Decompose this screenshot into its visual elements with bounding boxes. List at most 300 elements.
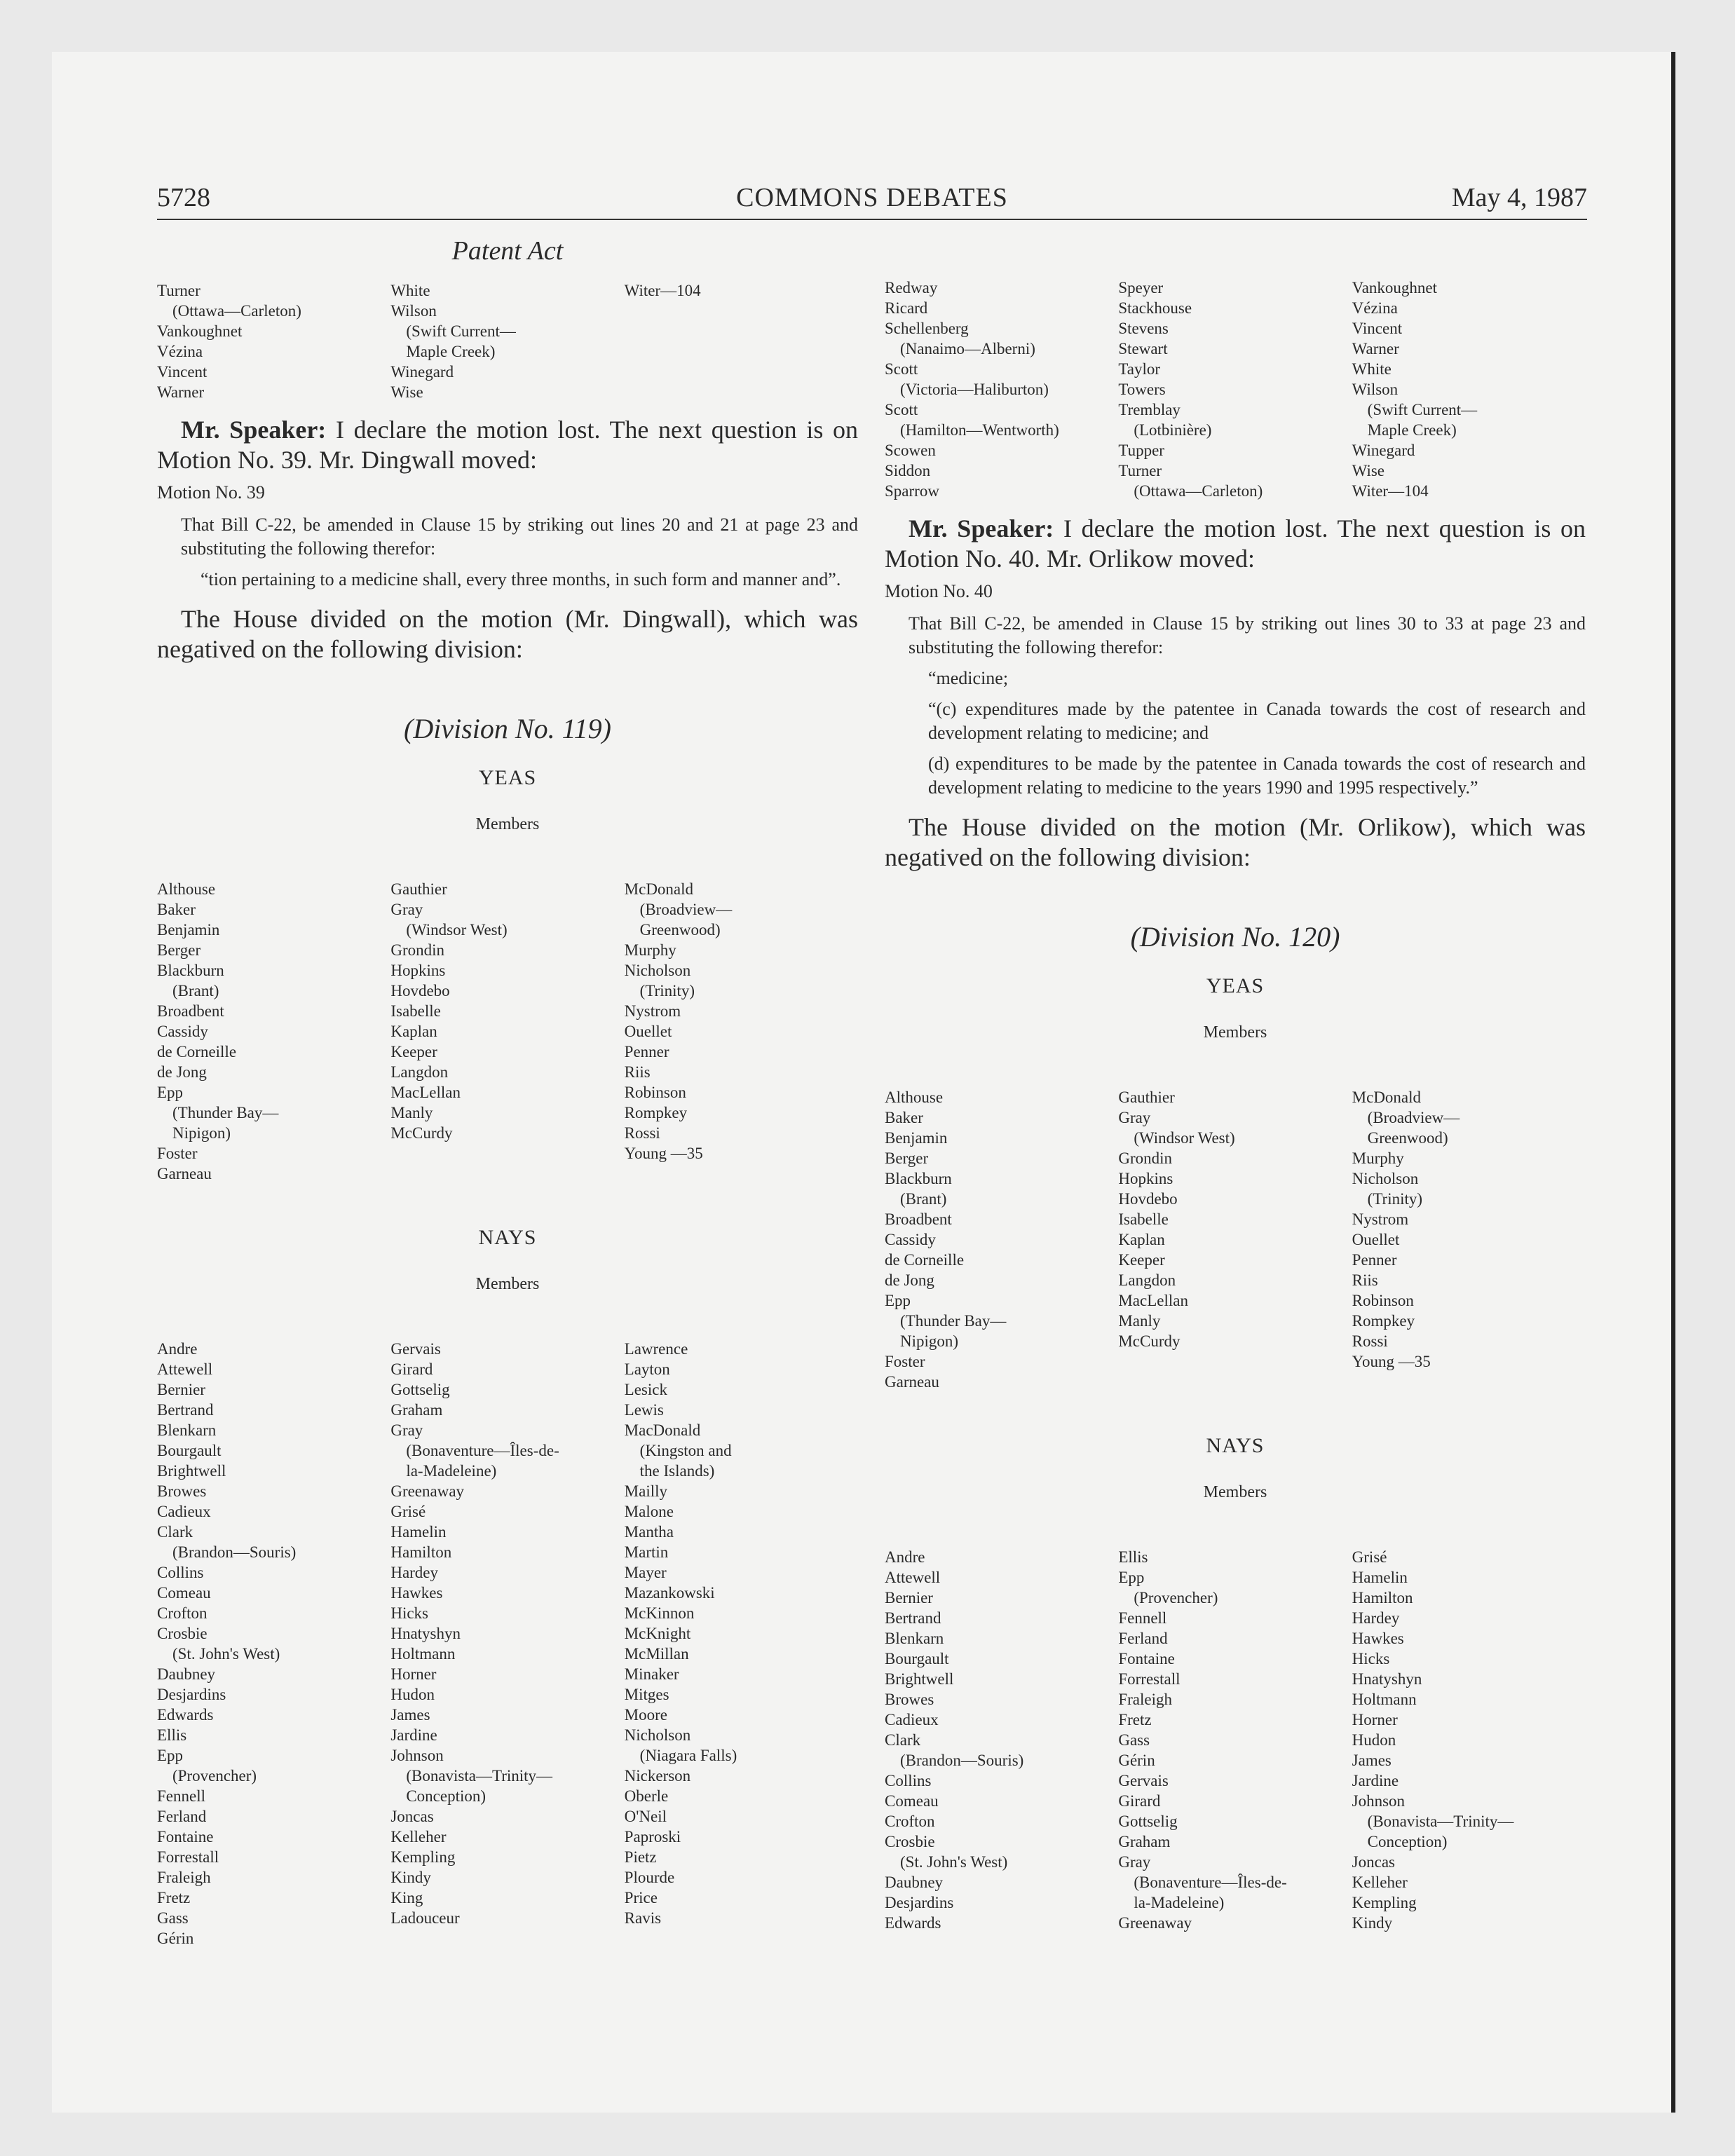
member-name: Nicholson	[1352, 1170, 1419, 1187]
constituency: (Brandon—Souris)	[900, 1752, 1024, 1769]
speaker-statement	[157, 415, 858, 475]
member-name: Vézina	[157, 343, 203, 360]
member-name: Collins	[157, 1564, 204, 1581]
member-name: Layton	[624, 1360, 670, 1378]
member-name: Fennell	[157, 1787, 205, 1805]
member-name: Althouse	[157, 880, 216, 898]
member-name: Bernier	[885, 1589, 933, 1606]
member-name: Grisé	[390, 1503, 426, 1520]
member-name: Rossi	[1352, 1332, 1388, 1350]
member-name: Garneau	[157, 1165, 212, 1182]
member-name: Nickerson	[624, 1767, 691, 1785]
name-column	[1352, 1087, 1586, 1392]
member-name: Ricard	[885, 299, 928, 317]
member-name: Ferland	[1118, 1630, 1168, 1647]
constituency: (Ottawa—Carleton)	[172, 302, 301, 320]
member-name: Comeau	[885, 1792, 939, 1810]
member-name: Manly	[390, 1104, 433, 1121]
constituency: (Victoria—Haliburton)	[900, 381, 1049, 398]
constituency: Greenwood)	[639, 921, 721, 939]
member-name: Edwards	[885, 1914, 941, 1932]
division-title: (Division No. 120)	[1130, 921, 1340, 953]
member-name: White	[390, 282, 430, 299]
member-name: Robinson	[624, 1084, 686, 1101]
member-name: Gottselig	[1118, 1813, 1178, 1830]
member-name: Lesick	[624, 1381, 667, 1398]
member-name: Mantha	[624, 1523, 674, 1541]
constituency: (Bonaventure—Îles-de-	[406, 1442, 559, 1459]
name-column	[625, 879, 858, 1184]
member-name: Broadbent	[157, 1002, 224, 1020]
constituency: Conception)	[406, 1787, 487, 1805]
member-name: Hawkes	[390, 1584, 443, 1602]
member-name: Johnson	[390, 1747, 444, 1764]
member-name: McDonald	[624, 880, 694, 898]
member-name: Lawrence	[624, 1340, 688, 1358]
member-name: Benjamin	[157, 921, 220, 939]
member-name: Gray	[390, 1421, 423, 1439]
name-column	[885, 1547, 1118, 1933]
constituency: (Swift Current—	[1367, 401, 1478, 418]
member-name: Edwards	[157, 1706, 214, 1724]
member-name: Gray	[1118, 1109, 1151, 1126]
member-name: Holtmann	[1352, 1691, 1417, 1708]
member-name: Forrestall	[157, 1848, 219, 1866]
member-name: Ellis	[157, 1726, 187, 1744]
member-name: Andre	[885, 1548, 925, 1566]
member-name: Hovdebo	[1118, 1190, 1178, 1208]
speaker-label: Mr. Speaker:	[181, 416, 327, 444]
member-name: McKnight	[624, 1625, 691, 1642]
member-name: Hnatyshyn	[390, 1625, 461, 1642]
member-name: Blackburn	[885, 1170, 952, 1187]
member-name: Ladouceur	[390, 1909, 460, 1927]
yeas-names	[885, 1087, 1586, 1392]
member-name: Stewart	[1118, 340, 1168, 357]
member-name: Attewell	[157, 1360, 213, 1378]
yeas-heading: YEAS	[478, 766, 537, 789]
member-name: Young —35	[1352, 1353, 1431, 1370]
member-name: Scott	[885, 360, 918, 378]
member-name: MacLellan	[1118, 1292, 1188, 1309]
constituency: Nipigon)	[900, 1332, 959, 1350]
constituency: (Windsor West)	[406, 921, 508, 939]
member-name: Sparrow	[885, 482, 939, 500]
right-column	[885, 231, 1586, 1933]
constituency: (Brant)	[172, 982, 219, 999]
name-column	[1352, 278, 1586, 501]
member-name: Tremblay	[1118, 401, 1181, 418]
name-column	[157, 280, 390, 402]
member-name: Hamilton	[1352, 1589, 1413, 1606]
member-name: Moore	[624, 1706, 667, 1724]
motion-quote: “(c) expenditures made by the patentee in Canada towards the cost of research and development relating to medicine; and	[928, 699, 1586, 743]
member-name: Rossi	[624, 1124, 660, 1142]
member-name: Mitges	[624, 1686, 669, 1703]
member-name: McDonald	[1352, 1089, 1422, 1106]
member-name: Girard	[390, 1360, 433, 1378]
member-name: Langdon	[1118, 1271, 1176, 1289]
division-statement: The House divided on the motion (Mr. Dingwall), which was negatived on the following division:	[157, 605, 858, 663]
member-name: Hudon	[390, 1686, 435, 1703]
member-name: McCurdy	[1118, 1332, 1181, 1350]
member-name: Pietz	[624, 1848, 657, 1866]
member-name: Paproski	[624, 1828, 681, 1845]
member-name: Crosbie	[157, 1625, 207, 1642]
name-column	[1352, 1547, 1586, 1933]
member-name: Garneau	[885, 1373, 939, 1391]
member-name: Crosbie	[885, 1833, 935, 1850]
member-name: McMillan	[624, 1645, 689, 1663]
constituency: (Provencher)	[1134, 1589, 1218, 1606]
name-column	[157, 879, 390, 1184]
name-column	[1118, 1547, 1352, 1933]
member-name: Hicks	[390, 1604, 428, 1622]
member-name: Kempling	[1352, 1894, 1417, 1911]
member-name: Young —35	[624, 1145, 703, 1162]
carryover-names	[885, 278, 1586, 501]
name-column	[625, 280, 858, 402]
constituency: la-Madeleine)	[406, 1462, 497, 1480]
member-name: de Jong	[157, 1063, 207, 1081]
member-name: Fennell	[1118, 1609, 1167, 1627]
member-name: Murphy	[1352, 1149, 1404, 1167]
member-name: White	[1352, 360, 1392, 378]
name-column	[390, 1339, 624, 1949]
member-name: Vézina	[1352, 299, 1398, 317]
member-name: Ferland	[157, 1808, 207, 1825]
member-name: Grondin	[390, 941, 444, 959]
member-name: Hardey	[1352, 1609, 1400, 1627]
division-statement: The House divided on the motion (Mr. Orlikow), which was negatived on the following division:	[885, 813, 1586, 871]
member-name: Gray	[390, 901, 423, 918]
member-name: Warner	[157, 383, 205, 401]
member-name: Mailly	[624, 1482, 667, 1500]
members-label: Members	[1203, 1023, 1267, 1042]
member-name: Grondin	[1118, 1149, 1172, 1167]
members-label: Members	[475, 1275, 540, 1293]
member-name: Wise	[1352, 462, 1384, 479]
member-name: Clark	[885, 1731, 921, 1749]
member-name: Winegard	[390, 363, 454, 381]
member-name: Witer—104	[624, 282, 701, 299]
page-date: May 4, 1987	[1451, 183, 1587, 212]
member-name: Fraleigh	[157, 1869, 211, 1886]
member-name: Martin	[624, 1543, 669, 1561]
member-name: Cadieux	[885, 1711, 939, 1728]
member-name: Mayer	[624, 1564, 667, 1581]
member-name: Siddon	[885, 462, 931, 479]
constituency: (St. John's West)	[172, 1645, 280, 1663]
constituency: (Niagara Falls)	[639, 1747, 737, 1764]
member-name: Wilson	[1352, 381, 1399, 398]
member-name: Crofton	[157, 1604, 207, 1622]
member-name: Gauthier	[390, 880, 447, 898]
member-name: Penner	[624, 1043, 669, 1060]
member-name: Towers	[1118, 381, 1166, 398]
member-name: Gérin	[1118, 1752, 1155, 1769]
members-label: Members	[475, 815, 540, 833]
member-name: Riis	[1352, 1271, 1378, 1289]
constituency: (Thunder Bay—	[172, 1104, 279, 1121]
division-title: (Division No. 119)	[404, 713, 611, 744]
name-column	[390, 280, 624, 402]
constituency: (Thunder Bay—	[900, 1312, 1007, 1330]
constituency: Greenwood)	[1367, 1129, 1448, 1147]
constituency: (Trinity)	[639, 982, 695, 999]
member-name: Blenkarn	[157, 1421, 217, 1439]
member-name: Berger	[885, 1149, 929, 1167]
member-name: Fraleigh	[1118, 1691, 1172, 1708]
constituency: Nipigon)	[172, 1124, 231, 1142]
page-header	[157, 182, 1587, 220]
constituency: (Broadview—	[1367, 1109, 1460, 1126]
member-name: Speyer	[1118, 279, 1164, 296]
name-column	[157, 1339, 390, 1949]
member-name: Brightwell	[157, 1462, 226, 1480]
member-name: Jardine	[1352, 1772, 1399, 1789]
member-name: Blackburn	[157, 962, 224, 979]
constituency: (Bonavista—Trinity—	[1367, 1813, 1514, 1830]
member-name: Benjamin	[885, 1129, 948, 1147]
name-column	[1118, 278, 1352, 501]
member-name: Cassidy	[885, 1231, 936, 1248]
member-name: Bertrand	[157, 1401, 214, 1419]
member-name: Vincent	[157, 363, 207, 381]
member-name: Gass	[157, 1909, 189, 1927]
member-name: Bourgault	[885, 1650, 949, 1667]
member-name: Attewell	[885, 1569, 941, 1586]
member-name: Nicholson	[624, 962, 691, 979]
member-name: Vincent	[1352, 320, 1403, 337]
member-name: Nystrom	[624, 1002, 681, 1020]
member-name: McCurdy	[390, 1124, 453, 1142]
member-name: Cassidy	[157, 1023, 208, 1040]
yeas-names	[157, 879, 858, 1184]
member-name: Desjardins	[157, 1686, 226, 1703]
constituency: (Bonaventure—Îles-de-	[1134, 1874, 1287, 1891]
member-name: Gervais	[1118, 1772, 1169, 1789]
member-name: Hnatyshyn	[1352, 1670, 1422, 1688]
nays-names	[885, 1547, 1586, 1933]
member-name: de Corneille	[157, 1043, 237, 1060]
member-name: de Corneille	[885, 1251, 965, 1269]
nays-heading: NAYS	[478, 1226, 537, 1249]
member-name: Hopkins	[390, 962, 446, 979]
member-name: Epp	[885, 1292, 911, 1309]
member-name: Epp	[157, 1747, 184, 1764]
member-name: Hovdebo	[390, 982, 450, 999]
constituency: (Nanaimo—Alberni)	[900, 340, 1035, 357]
member-name: Horner	[390, 1665, 437, 1683]
member-name: Oberle	[624, 1787, 669, 1805]
member-name: Fretz	[157, 1889, 191, 1906]
member-name: O'Neil	[624, 1808, 667, 1825]
speaker-text: I declare the motion lost. The next question is on Motion No. 39. Mr. Dingwall moved:	[157, 416, 858, 474]
member-name: Manly	[1118, 1312, 1161, 1330]
motion-quote: (d) expenditures to be made by the patentee in Canada towards the cost of research and development relating to medicine to the years 1990 and 1995 respectively.”	[928, 753, 1586, 798]
constituency: (Kingston and	[639, 1442, 732, 1459]
member-name: Nicholson	[624, 1726, 691, 1744]
member-name: Kempling	[390, 1848, 456, 1866]
member-name: Witer—104	[1352, 482, 1429, 500]
member-name: Redway	[885, 279, 938, 296]
members-label: Members	[1203, 1483, 1267, 1501]
member-name: Desjardins	[885, 1894, 954, 1911]
member-name: Stackhouse	[1118, 299, 1192, 317]
member-name: Gervais	[390, 1340, 441, 1358]
member-name: Berger	[157, 941, 201, 959]
member-name: Hawkes	[1352, 1630, 1404, 1647]
constituency: (Trinity)	[1367, 1190, 1423, 1208]
member-name: Bernier	[157, 1381, 205, 1398]
member-name: MacLellan	[390, 1084, 461, 1101]
member-name: Rompkey	[1352, 1312, 1415, 1330]
member-name: Scowen	[885, 442, 936, 459]
member-name: Cadieux	[157, 1503, 211, 1520]
member-name: Brightwell	[885, 1670, 954, 1688]
member-name: Holtmann	[390, 1645, 456, 1663]
member-name: Stevens	[1118, 320, 1169, 337]
member-name: King	[390, 1889, 423, 1906]
member-name: Murphy	[624, 941, 676, 959]
name-column	[1118, 1087, 1352, 1392]
member-name: Keeper	[1118, 1251, 1165, 1269]
constituency: Maple Creek)	[1367, 421, 1457, 439]
speaker-label: Mr. Speaker:	[909, 514, 1054, 543]
member-name: Comeau	[157, 1584, 211, 1602]
member-name: Bertrand	[885, 1609, 941, 1627]
member-name: Girard	[1118, 1792, 1161, 1810]
member-name: Turner	[1118, 462, 1162, 479]
carryover-names	[157, 280, 858, 402]
member-name: Blenkarn	[885, 1630, 944, 1647]
member-name: Ouellet	[624, 1023, 672, 1040]
member-name: Keeper	[390, 1043, 437, 1060]
member-name: Crofton	[885, 1813, 935, 1830]
member-name: Hudon	[1352, 1731, 1396, 1749]
member-name: Gray	[1118, 1853, 1151, 1871]
member-name: Langdon	[390, 1063, 449, 1081]
member-name: Plourde	[624, 1869, 675, 1886]
constituency: (Ottawa—Carleton)	[1134, 482, 1263, 500]
member-name: Ouellet	[1352, 1231, 1400, 1248]
member-name: Epp	[157, 1084, 184, 1101]
member-name: Bourgault	[157, 1442, 222, 1459]
motion-quote: “medicine;	[928, 668, 1009, 688]
member-name: Graham	[390, 1401, 443, 1419]
member-name: Jardine	[390, 1726, 437, 1744]
member-name: Althouse	[885, 1089, 944, 1106]
member-name: Warner	[1352, 340, 1399, 357]
member-name: Wilson	[390, 302, 437, 320]
member-name: Turner	[157, 282, 200, 299]
constituency: (St. John's West)	[900, 1853, 1008, 1871]
member-name: Riis	[624, 1063, 651, 1081]
member-name: Price	[624, 1889, 658, 1906]
member-name: Gass	[1118, 1731, 1150, 1749]
member-name: Nystrom	[1352, 1210, 1409, 1228]
member-name: McKinnon	[624, 1604, 695, 1622]
member-name: Gérin	[157, 1930, 194, 1947]
motion-text: That Bill C-22, be amended in Clause 15 by striking out lines 30 to 33 at page 23 and substituting the following therefor:	[909, 613, 1586, 657]
member-name: Kelleher	[1352, 1874, 1408, 1891]
speaker-statement	[885, 514, 1586, 574]
name-column	[885, 1087, 1118, 1392]
member-name: Penner	[1352, 1251, 1397, 1269]
member-name: Hamelin	[1352, 1569, 1408, 1586]
member-name: Fontaine	[157, 1828, 214, 1845]
page-number: 5728	[157, 183, 210, 212]
member-name: Robinson	[1352, 1292, 1414, 1309]
member-name: Daubney	[157, 1665, 216, 1683]
publication-title: COMMONS DEBATES	[736, 183, 1008, 212]
motion-quote: “tion pertaining to a medicine shall, every three months, in such form and manner and”.	[200, 569, 841, 589]
constituency: (Brant)	[900, 1190, 947, 1208]
member-name: Grisé	[1352, 1548, 1387, 1566]
member-name: Taylor	[1118, 360, 1161, 378]
constituency: (Windsor West)	[1134, 1129, 1235, 1147]
name-column	[390, 879, 624, 1184]
speaker-text: I declare the motion lost. The next question is on Motion No. 40. Mr. Orlikow moved:	[885, 514, 1586, 573]
constituency: (Brandon—Souris)	[172, 1543, 297, 1561]
member-name: James	[1352, 1752, 1392, 1769]
yeas-heading: YEAS	[1206, 974, 1265, 997]
member-name: Forrestall	[1118, 1670, 1181, 1688]
member-name: Minaker	[624, 1665, 679, 1683]
member-name: Browes	[885, 1691, 934, 1708]
constituency: (Provencher)	[172, 1767, 257, 1785]
member-name: Epp	[1118, 1569, 1145, 1586]
member-name: Kelleher	[390, 1828, 447, 1845]
member-name: Browes	[157, 1482, 207, 1500]
member-name: Kaplan	[390, 1023, 437, 1040]
member-name: Greenaway	[390, 1482, 465, 1500]
member-name: Horner	[1352, 1711, 1398, 1728]
member-name: Ravis	[624, 1909, 662, 1927]
motion-number: Motion No. 40	[885, 581, 993, 601]
member-name: Kindy	[390, 1869, 431, 1886]
constituency: the Islands)	[639, 1462, 715, 1480]
member-name: Collins	[885, 1772, 932, 1789]
member-name: Fretz	[1118, 1711, 1152, 1728]
member-name: Greenaway	[1118, 1914, 1192, 1932]
member-name: Wise	[390, 383, 423, 401]
member-name: Foster	[885, 1353, 925, 1370]
constituency: (Swift Current—	[406, 322, 516, 340]
constituency: (Bonavista—Trinity—	[406, 1767, 553, 1785]
book-spine-edge	[1671, 52, 1675, 2113]
member-name: MacDonald	[624, 1421, 701, 1439]
member-name: Rompkey	[624, 1104, 688, 1121]
member-name: Gauthier	[1118, 1089, 1175, 1106]
member-name: Daubney	[885, 1874, 944, 1891]
member-name: Isabelle	[390, 1002, 441, 1020]
nays-heading: NAYS	[1206, 1434, 1265, 1457]
member-name: Joncas	[390, 1808, 434, 1825]
member-name: James	[390, 1706, 430, 1724]
member-name: Isabelle	[1118, 1210, 1169, 1228]
member-name: Schellenberg	[885, 320, 969, 337]
member-name: Kindy	[1352, 1914, 1393, 1932]
constituency: (Hamilton—Wentworth)	[900, 421, 1059, 439]
member-name: Vankoughnet	[1352, 279, 1438, 296]
constituency: (Lotbinière)	[1134, 421, 1212, 439]
member-name: Winegard	[1352, 442, 1415, 459]
member-name: Broadbent	[885, 1210, 952, 1228]
member-name: Hicks	[1352, 1650, 1390, 1667]
member-name: Clark	[157, 1523, 193, 1541]
